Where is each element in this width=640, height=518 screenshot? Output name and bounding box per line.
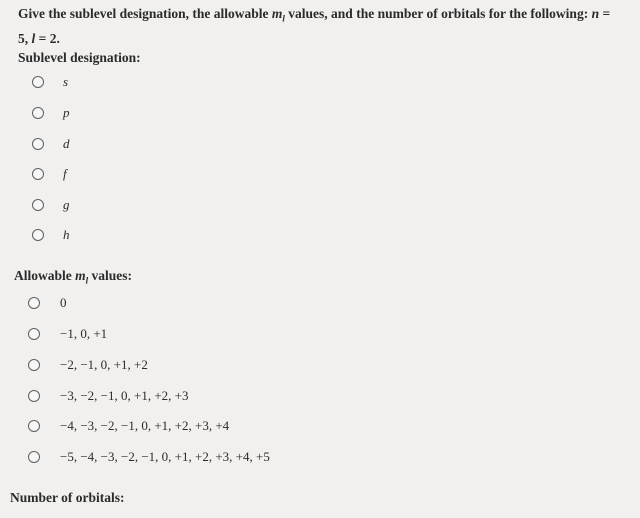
question-text [18,4,630,48]
ml-title-prefix: Allowable [14,268,72,283]
radio-button[interactable] [32,229,44,241]
orbitals-title: Number of orbitals: [10,490,125,505]
option-label: −4, −3, −2, −1, 0, +1, +2, +3, +4 [60,418,230,433]
option-label: d [63,136,70,151]
radio-button[interactable] [28,420,40,432]
radio-button[interactable] [28,297,40,309]
radio-button[interactable] [32,168,44,180]
ml-option-4[interactable] [28,416,229,436]
ml-title-suffix: values: [91,268,133,283]
ml-option-2[interactable] [28,355,148,375]
option-label: h [63,227,70,242]
radio-button[interactable] [32,76,44,88]
radio-button[interactable] [28,451,40,463]
n-equals: = [602,6,611,21]
question-middle: values, and the number of orbitals for the following: [288,6,589,21]
sublevel-option-d[interactable] [32,134,70,154]
l-equals: = 2. [38,30,60,46]
sublevel-option-s[interactable] [32,72,68,92]
question-prefix: Give the sublevel designation, the allowable [18,6,269,21]
sublevel-option-h[interactable] [32,225,70,245]
option-label: s [63,74,69,89]
option-label: g [63,197,70,212]
ml-option-5[interactable] [28,447,270,467]
option-label: p [63,105,70,120]
option-label: f [63,166,67,181]
radio-button[interactable] [32,107,44,119]
option-label: −3, −2, −1, 0, +1, +2, +3 [60,388,189,403]
radio-button[interactable] [32,138,44,150]
l-symbol: l [31,30,36,46]
sublevel-option-f[interactable] [32,164,67,184]
option-label: −1, 0, +1 [60,326,108,341]
option-label: −2, −1, 0, +1, +2 [60,357,148,372]
ml-title-subscript: l [85,275,89,286]
ml-title-symbol: m [75,268,86,283]
radio-button[interactable] [28,359,40,371]
radio-button[interactable] [28,328,40,340]
ml-subscript: l [282,13,285,24]
n-value: 5, [18,30,29,46]
option-label: 0 [60,295,67,310]
ml-values-title [14,268,132,286]
n-symbol: n [591,6,600,21]
radio-button[interactable] [32,199,44,211]
ml-option-3[interactable] [28,386,189,406]
radio-button[interactable] [28,390,40,402]
option-label: −5, −4, −3, −2, −1, 0, +1, +2, +3, +4, +5 [60,449,270,464]
sublevel-option-p[interactable] [32,103,70,123]
sublevel-title: Sublevel designation: [18,50,141,65]
ml-option-0[interactable] [28,293,67,313]
sublevel-option-g[interactable] [32,195,70,215]
ml-option-1[interactable] [28,324,107,344]
ml-symbol: m [271,6,283,21]
